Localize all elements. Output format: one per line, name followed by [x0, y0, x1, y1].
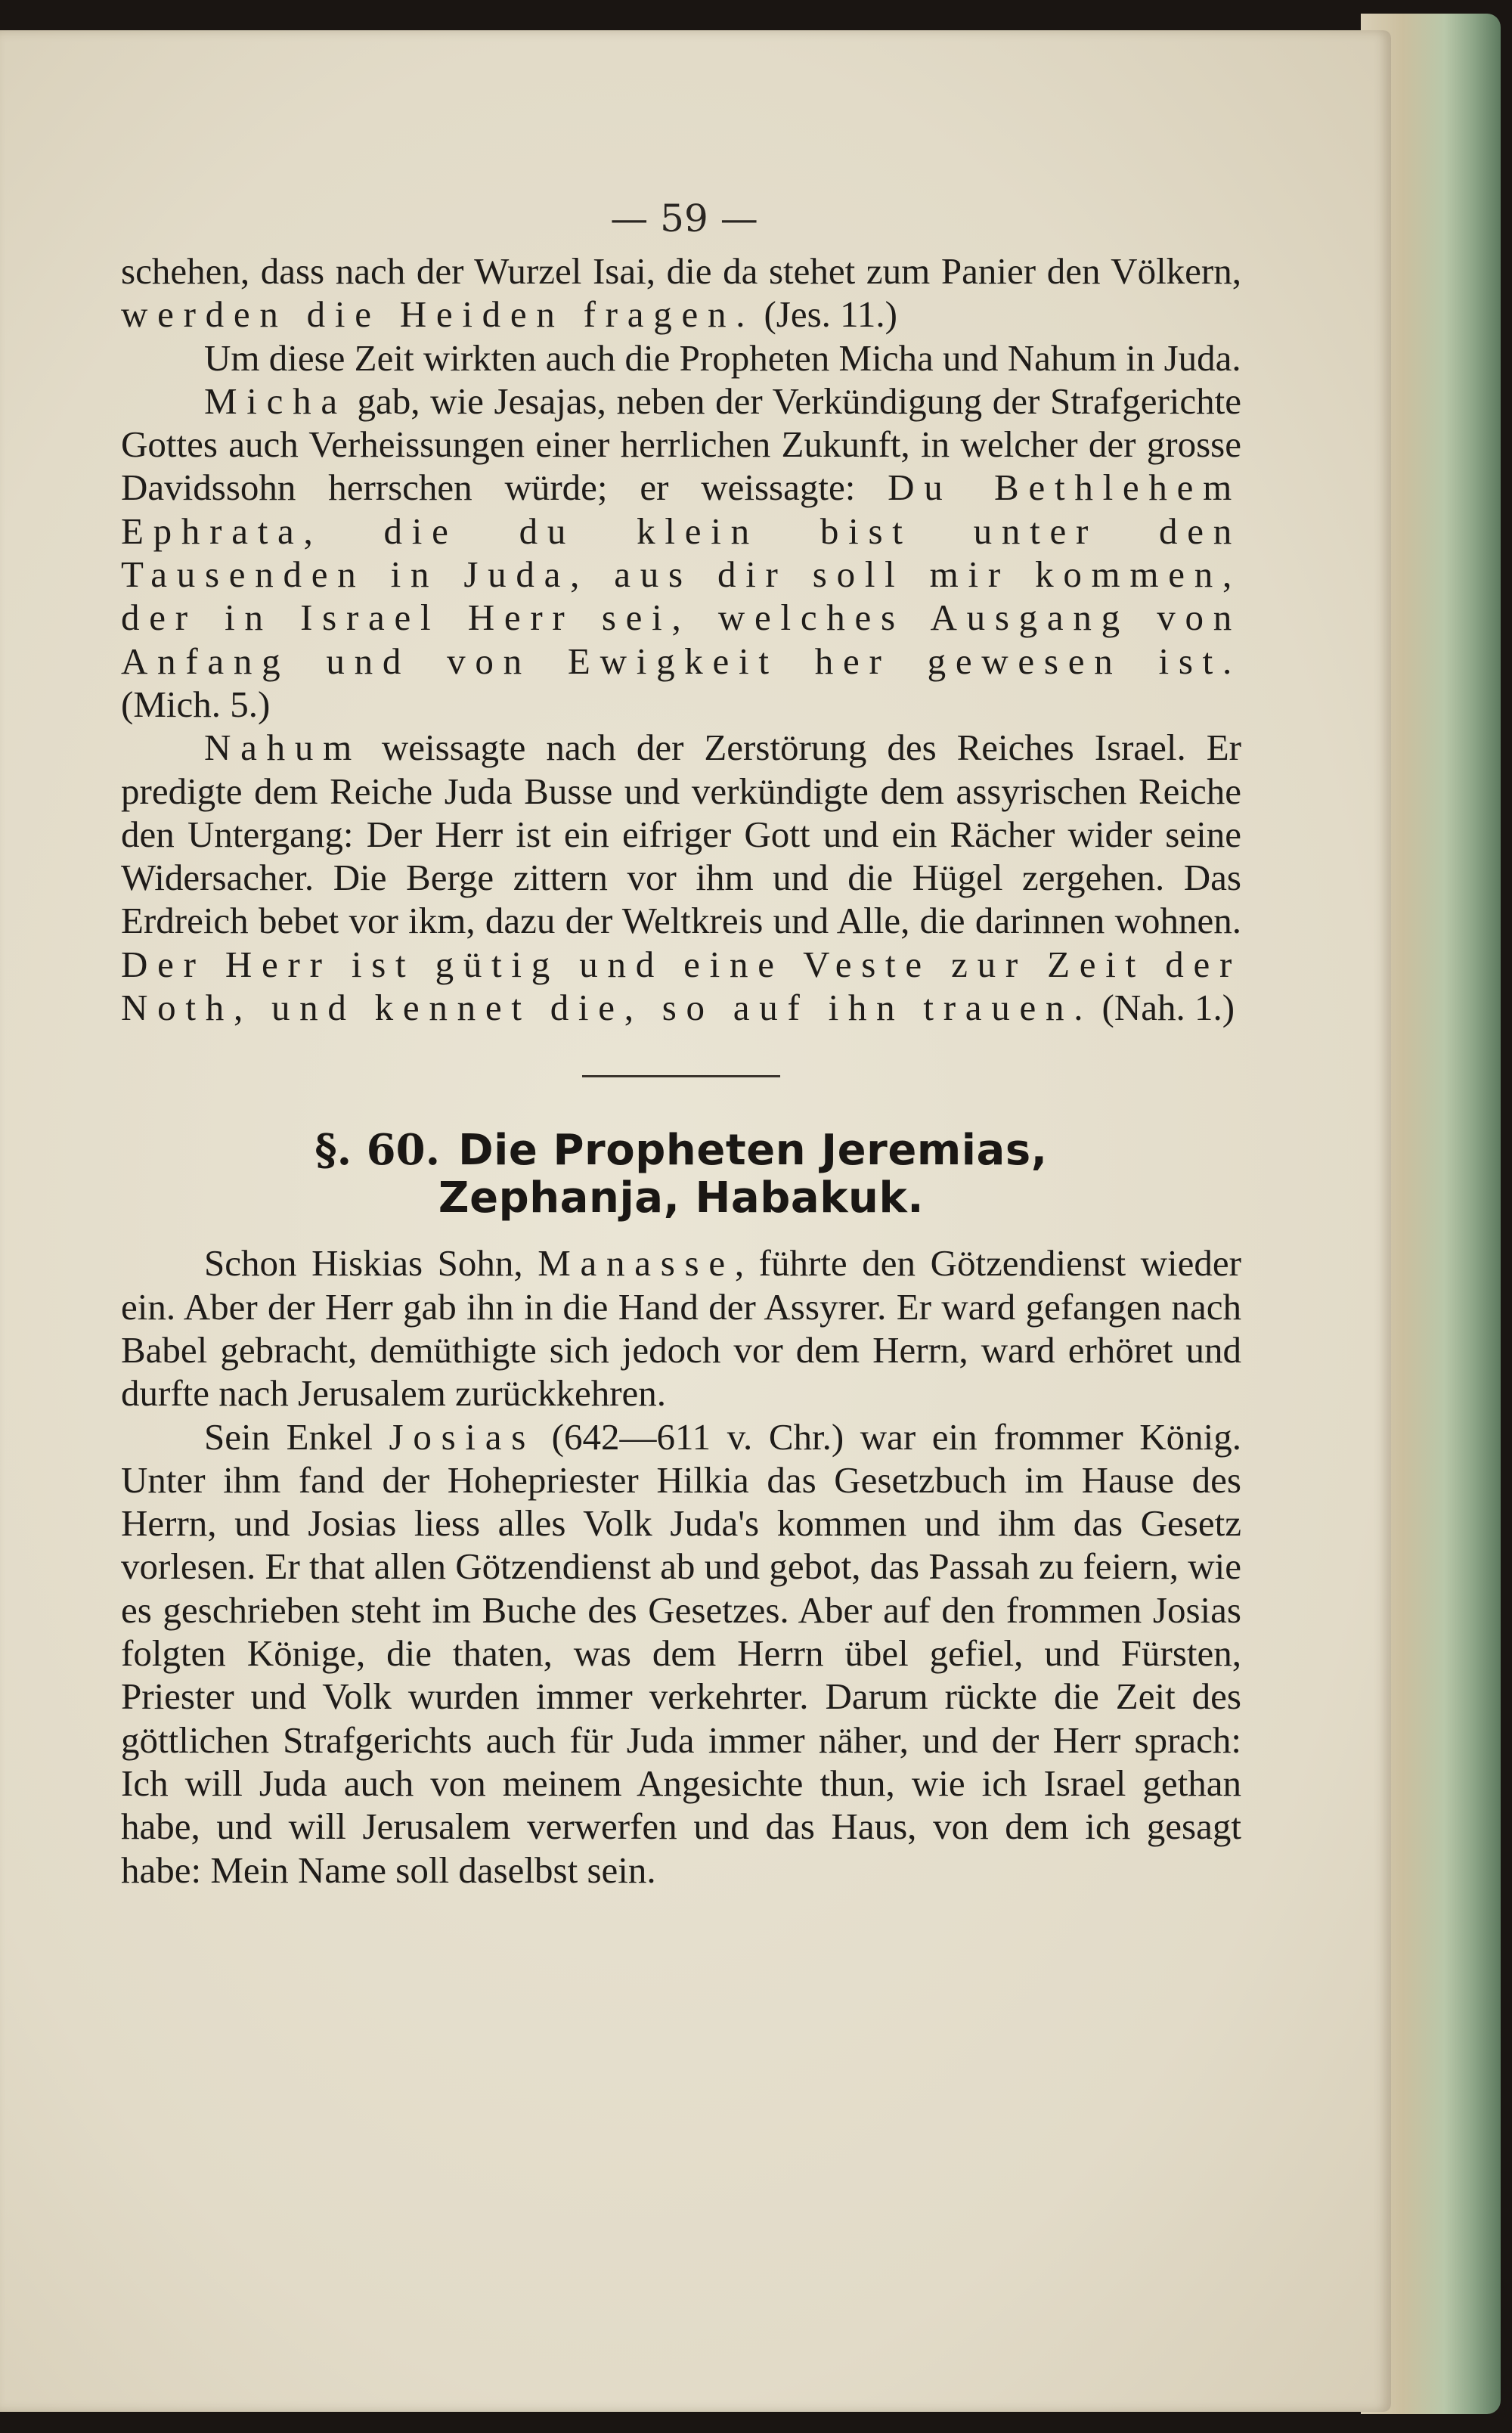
spaced-emphasis-text: Josias	[389, 1415, 536, 1458]
paragraph-text: gab, wie Jesajas, neben der Verkündigung der Strafgerichte Gottes auch Verheissungen einer herrlichen Zukunft, in welcher der grosse Davidssohn herrschen würde; er weissagte:	[121, 380, 1241, 509]
paragraph-text: (642—611 v. Chr.) war ein frommer König. Unter ihm fand der Hohepriester Hilkia das Gesetzbuch im Hause des Herrn, und Josias liess alles Volk Juda's kommen und ihm das Gesetz vorlesen. Er that allen Götzendienst ab und gebot, das Passah zu feiern, wie es geschrieben steht im Buche des Gesetzes. Aber auf den frommen Josias folgten Könige, die thaten, was dem Herrn übel gefiel, und Fürsten, Priester und Volk wurden immer verkehrter. Darum rückte die Zeit des göttlichen Strafgerichts auch für Juda immer näher, und der Herr sprach: Ich will Juda auch von meinem Angesichte thun, wie ich Israel gethan habe, und will Jerusalem verwerfen und das Haus, von dem ich gesagt habe: Mein Name soll daselbst sein.	[121, 1415, 1241, 1891]
paragraph	[121, 249, 1241, 336]
paragraph-text: (Nah. 1.)	[1092, 987, 1235, 1029]
paragraph	[121, 1241, 1241, 1415]
spaced-emphasis-text: Nahum	[204, 727, 361, 769]
paragraph	[121, 336, 1241, 380]
paragraph-text: schehen, dass nach der Wurzel Isai, die da stehet zum Panier den Völkern,	[121, 250, 1241, 292]
paragraph-text: , führte den Götzendienst wieder ein. Aber der Herr gab ihn in die Hand der Assyrer. Er ward gefangen nach Babel gebracht, demüthigte sich jedoch vor dem Herrn, ward erhöret und durfte nach Jerusalem zurückkehren.	[121, 1242, 1241, 1415]
paragraph-text: Sein Enkel	[204, 1415, 389, 1458]
page-text	[121, 249, 1241, 1892]
paragraphs-after-section	[121, 1241, 1241, 1891]
paragraph-text: (Jes. 11.)	[754, 293, 897, 336]
paragraph-text: Schon Hiskias Sohn,	[204, 1242, 538, 1285]
paragraph-text: (Mich. 5.)	[121, 683, 271, 725]
paragraph	[121, 1415, 1241, 1892]
section-number: §. 60.	[314, 1125, 441, 1176]
paragraph-text: Um diese Zeit wirkten auch die Propheten Micha und Nahum in Juda.	[204, 336, 1241, 379]
spaced-emphasis-text: werden die Heiden fragen.	[121, 293, 755, 336]
page-number: — 59 —	[610, 197, 758, 240]
paragraph-text: weissagte nach der Zerstörung des Reiches Israel. Er predigte dem Reiche Juda Busse und verkündigte dem assyrischen Reiche den Untergang: Der Herr ist ein eifriger Gott und ein Rächer wider seine Widersacher. Die Berge zittern vor ihm und die Hügel zergehen. Das Erdreich bebet vor ikm, dazu der Weltkreis und Alle, die darinnen wohnen.	[121, 727, 1241, 942]
paragraph	[121, 726, 1241, 1029]
section-title-line-1: Die Propheten Jeremias,	[458, 1126, 1048, 1176]
paragraph	[121, 380, 1241, 726]
spaced-emphasis-text: Der Herr ist gütig und eine Veste zur Zeit der Noth, und kennet die, so auf ihn trauen.	[121, 943, 1241, 1029]
section-title-line-2: Zephanja, Habakuk.	[438, 1173, 925, 1223]
section-divider-rule	[582, 1075, 780, 1077]
section-heading	[121, 1127, 1241, 1222]
spaced-emphasis-text: Micha	[204, 380, 347, 422]
spaced-emphasis-text: Manasse	[538, 1242, 735, 1285]
paragraphs-before-section	[121, 249, 1241, 1029]
spaced-emphasis-text: Du Bethlehem Ephrata, die du klein bist unter den Tausenden in Juda, aus dir soll mir kommen, der in Israel Herr sei, welches Ausgang von Anfang und von Ewigkeit her gewesen ist.	[121, 466, 1241, 682]
